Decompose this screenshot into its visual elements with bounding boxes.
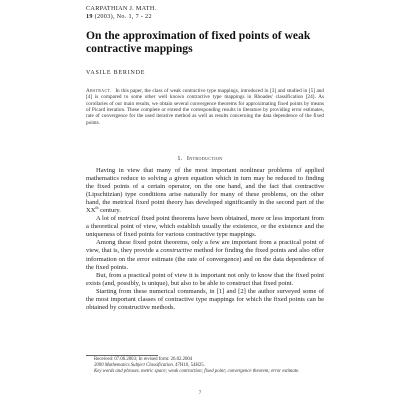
body-text [86, 167, 324, 312]
paragraph-1-text: Having in view that many of the most important nonlinear problems of applied mathematics reduce to solving a given equation which in turn may be reduced to finding the fixed points of a certain operator, on the one hand, and the fact that contractive (Lipschitzian) type conditions arise naturally for many of these problems, on the other hand, the metrical fixed point theory has developed significantly in the second part of the XX [86, 167, 324, 215]
page-number: 7 [198, 391, 202, 396]
author-name: VASILE BERINDE [86, 70, 146, 76]
paragraph-1-end: century. [98, 207, 121, 215]
superscript-th: th [95, 205, 99, 211]
footnote-rule [86, 355, 158, 356]
paragraph-5: Starting from these numerical commands, in [1] and [2] the author surveyed some of the most important classes of contractive type mappings for which the fixed points can be obtained by constructive methods. [86, 287, 324, 311]
journal-header [86, 5, 156, 20]
footnote-msc-label: 2000 Mathematics Subject Classification. [94, 363, 174, 368]
footnote-keywords [86, 369, 324, 375]
journal-pages: 7 - 22 [135, 12, 152, 20]
paragraph-2-emphasis: metrical [117, 215, 140, 223]
paragraph-4: But, from a practical point of view it is important not only to know that the fixed point exists (and, possibly, is unique), but also to be able to construct that fixed point. [86, 271, 324, 287]
paragraph-1 [86, 167, 324, 215]
footnote-keywords-label: Key words and phrases. [94, 369, 140, 374]
section-title: Introduction [186, 155, 223, 162]
journal-issue: (2003), No. 1, [94, 12, 134, 20]
footnote-msc-value: 47H10, 54H25. [173, 363, 205, 368]
journal-volume-line [86, 13, 156, 21]
paragraph-3-emphasis: constructive [160, 247, 193, 255]
paragraph-3 [86, 239, 324, 271]
paragraph-2-end: fixed point theorems have been obtained, more or less important from a theoretical point of view, which establish usually the existence, or the existence and the uniqueness of fixed points for various contractive type mappings. [86, 215, 324, 239]
paragraph-3-start: Among these fixed point theorems, only a few are important from a practical point of view, that is, they provide a [86, 239, 324, 255]
footnote-received: Received: 07.06.2003; In revised form: 26.02.2004 [94, 357, 193, 362]
abstract [86, 88, 324, 126]
journal-name: CARPATHIAN J. MATH. [86, 5, 157, 12]
journal-volume: 19 [86, 12, 93, 20]
section-number: 1. [177, 155, 183, 162]
paper-title: On the approximation of fixed points of weak contractive mappings [86, 29, 311, 55]
abstract-label: Abstract. [86, 88, 112, 94]
paragraph-2-start: A lot of [96, 215, 118, 223]
section-heading [0, 155, 400, 162]
footnotes [86, 357, 324, 375]
abstract-text: In this paper, the class of weak contractive type mappings, introduced in [3] and studied in [5] and [4] is compared to some other well known contractive type mappings in Rhoades' classification [24]. As corollaries of our main results, we obtain several convergence theorems for approximating fixed points by means of Picard iteration. These complete or extend the corresponding results in literature by providing error estimates, rate of convergence for the used iterative method as well as results concerning the data dependence of the fixed points. [86, 88, 324, 126]
paragraph-3-end: method for finding the fixed points and also offer information on the error estimate (the rate of convergence) and on the data dependence of the fixed points. [86, 247, 324, 271]
paragraph-2 [86, 215, 324, 239]
footnote-keywords-value: metric space; weak contraction; fixed point; convergence theorem; error estimate. [139, 369, 300, 374]
